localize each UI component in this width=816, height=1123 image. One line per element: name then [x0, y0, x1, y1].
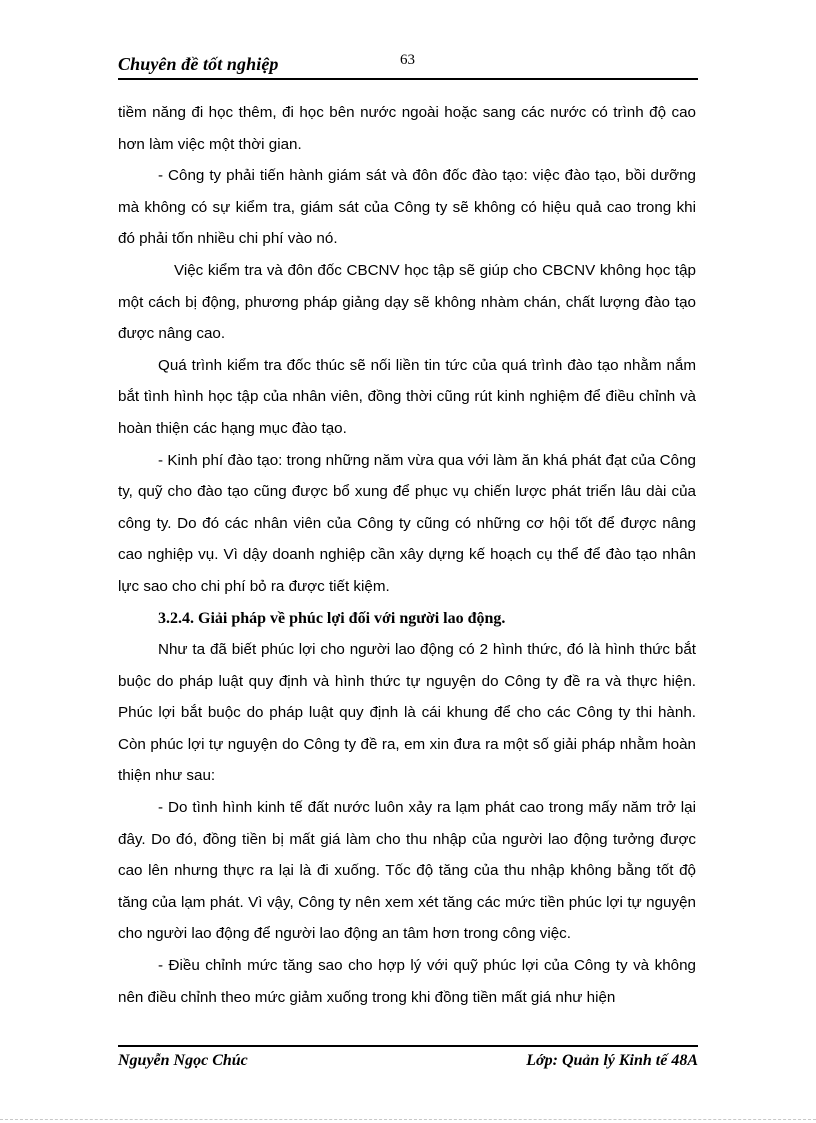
paragraph: - Công ty phải tiến hành giám sát và đôn đốc đào tạo: việc đào tạo, bồi dưỡng mà không có sự kiểm tra, giám sát của Công ty sẽ không có hiệu quả cao trong khi đó phải tốn nhiều chi phí vào nó.	[118, 167, 696, 248]
footer-rule	[118, 1045, 698, 1047]
footer-author: Nguyễn Ngọc Chúc	[118, 1052, 248, 1069]
page-footer	[118, 1050, 698, 1076]
page-edge	[0, 1119, 816, 1120]
footer-class: Lớp: Quản lý Kinh tế 48A	[526, 1052, 698, 1069]
paragraph: - Kinh phí đào tạo: trong những năm vừa qua với làm ăn khá phát đạt của Công ty, quỹ cho đào tạo cũng được bổ xung để phục vụ chiến lược phát triển lâu dài của công ty. Do đó các nhân viên của Công ty cũng có những cơ hội tốt để được nâng cao nghiệp vụ. Vì dậy doanh nghiệp cần xây dựng kế hoạch cụ thể để đào tạo nhân lực sao cho chi phí bỏ ra được tiết kiệm.	[118, 451, 696, 595]
paragraph: tiềm năng đi học thêm, đi học bên nước ngoài hoặc sang các nước có trình độ cao hơn làm việc một thời gian.	[118, 104, 696, 153]
paragraph: Việc kiểm tra và đôn đốc CBCNV học tập sẽ giúp cho CBCNV không học tập một cách bị động, phương pháp giảng dạy sẽ không nhàm chán, chất lượng đào tạo được nâng cao.	[118, 261, 696, 343]
header-title: Chuyên đề tốt nghiệp	[118, 54, 279, 74]
page-header	[118, 48, 698, 78]
paragraph: - Do tình hình kinh tế đất nước luôn xảy ra lạm phát cao trong mấy năm trở lại đây. Do đó, đồng tiền bị mất giá làm cho thu nhập của người lao động tưởng được cao lên nhưng thực ra lại là đi xuống. Tốc độ tăng của thu nhập không bằng tốt độ tăng của lạm phát. Vì vậy, Công ty nên xem xét tăng các mức tiền phúc lợi tự nguyện cho người lao động để người lao động an tâm hơn trong công việc.	[118, 799, 696, 943]
paragraph: Như ta đã biết phúc lợi cho người lao động có 2 hình thức, đó là hình thức bắt buộc do pháp luật quy định và hình thức tự nguyện do Công ty đề ra và thực hiện. Phúc lợi bắt buộc do pháp luật quy định là cái khung để cho các Công ty thi hành. Còn phúc lợi tự nguyện do Công ty đề ra, em xin đưa ra một số giải pháp nhằm hoàn thiện như sau:	[118, 641, 696, 785]
paragraph: Quá trình kiểm tra đốc thúc sẽ nối liền tin tức của quá trình đào tạo nhằm nắm bắt tình hình học tập của nhân viên, đồng thời cũng rút kinh nghiệm để điều chỉnh và hoàn thiện các hạng mục đào tạo.	[118, 356, 696, 437]
section-heading: 3.2.4. Giải pháp về phúc lợi đối với người lao động.	[158, 609, 506, 627]
header-rule	[118, 78, 698, 80]
body-text	[118, 97, 696, 1013]
paragraph: - Điều chỉnh mức tăng sao cho hợp lý với quỹ phúc lợi của Công ty và không nên điều chỉnh theo mức giảm xuống trong khi đồng tiền mất giá như hiện	[118, 957, 696, 1006]
page-number: 63	[400, 52, 415, 68]
